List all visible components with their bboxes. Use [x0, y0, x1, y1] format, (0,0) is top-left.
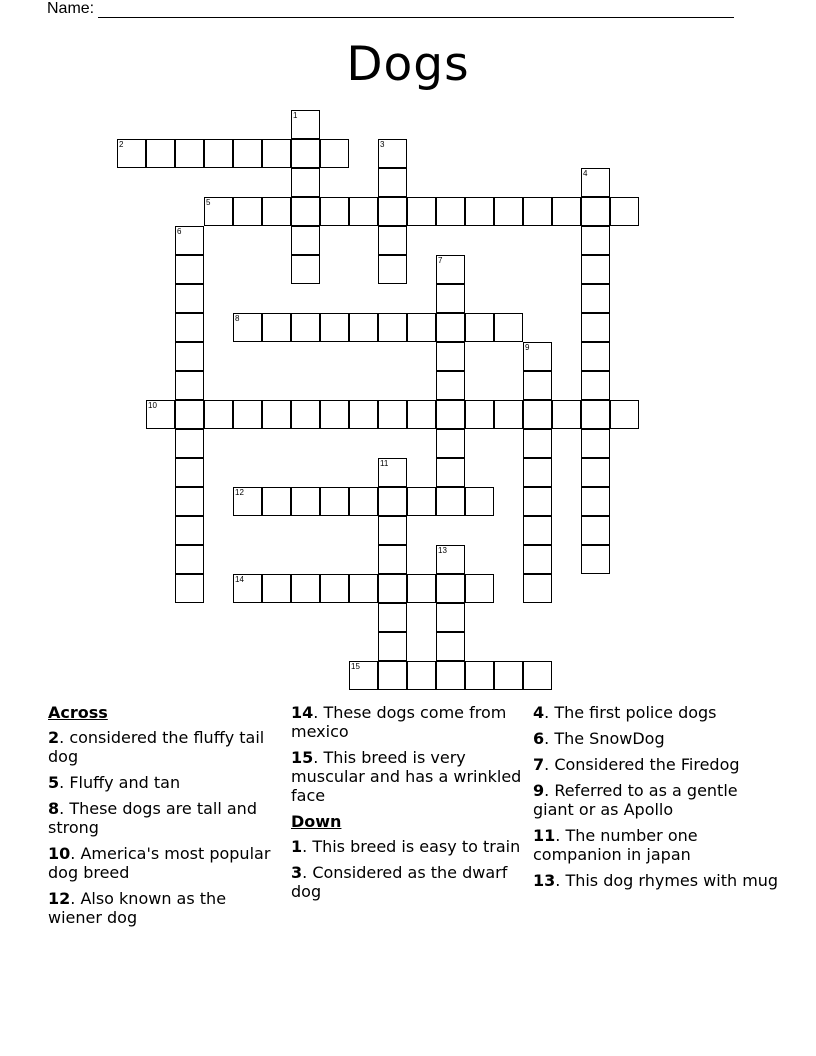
clue-across-10	[48, 844, 280, 882]
grid-cell[interactable]	[436, 400, 465, 429]
grid-cell[interactable]	[291, 226, 320, 255]
grid-cell[interactable]	[610, 197, 639, 226]
grid-cell[interactable]	[262, 139, 291, 168]
grid-cell[interactable]	[291, 139, 320, 168]
clue-number-label: 11	[380, 459, 389, 468]
clue-text: . These dogs come from mexico	[291, 703, 507, 741]
grid-cell[interactable]	[378, 139, 407, 168]
grid-cell[interactable]	[407, 487, 436, 516]
across-heading: Across	[48, 703, 108, 722]
grid-cell[interactable]	[262, 400, 291, 429]
grid-cell[interactable]	[291, 400, 320, 429]
grid-cell[interactable]	[378, 574, 407, 603]
grid-cell[interactable]	[175, 545, 204, 574]
clue-number-label: 10	[148, 401, 157, 410]
grid-cell[interactable]	[175, 516, 204, 545]
clue-down-4	[533, 703, 783, 722]
grid-cell[interactable]	[349, 661, 378, 690]
clue-text: . Referred to as a gentle giant or as Apollo	[533, 781, 738, 819]
clue-across-12	[48, 889, 280, 927]
grid-cell[interactable]	[175, 284, 204, 313]
grid-cell[interactable]	[436, 487, 465, 516]
clue-number-label: 9	[525, 343, 530, 352]
clue-across-8	[48, 799, 280, 837]
grid-cell[interactable]	[407, 400, 436, 429]
clue-across-5	[48, 773, 280, 792]
grid-cell[interactable]	[581, 487, 610, 516]
clue-number: 9	[533, 781, 545, 800]
clue-text: . America's most popular dog breed	[48, 844, 271, 882]
clue-down-11	[533, 826, 783, 864]
grid-cell[interactable]	[291, 574, 320, 603]
clue-text: . Considered the Firedog	[544, 755, 740, 774]
clue-number-label: 15	[351, 662, 360, 671]
down-heading: Down	[291, 812, 342, 831]
grid-cell[interactable]	[552, 197, 581, 226]
grid-cell[interactable]	[436, 545, 465, 574]
clue-number: 12	[48, 889, 71, 908]
grid-cell[interactable]	[204, 400, 233, 429]
grid-cell[interactable]	[494, 313, 523, 342]
grid-cell[interactable]	[581, 284, 610, 313]
clue-across-2	[48, 728, 280, 766]
clue-number: 5	[48, 773, 60, 792]
clue-down-13	[533, 871, 783, 890]
grid-cell[interactable]	[552, 400, 581, 429]
grid-cell[interactable]	[320, 313, 349, 342]
grid-cell[interactable]	[407, 574, 436, 603]
grid-cell[interactable]	[320, 487, 349, 516]
grid-cell[interactable]	[581, 400, 610, 429]
grid-cell[interactable]	[581, 168, 610, 197]
grid-cell[interactable]	[465, 661, 494, 690]
grid-cell[interactable]	[407, 313, 436, 342]
grid-cell[interactable]	[204, 139, 233, 168]
clue-number: 8	[48, 799, 60, 818]
grid-cell[interactable]	[175, 574, 204, 603]
grid-cell[interactable]	[494, 661, 523, 690]
clue-text: . These dogs are tall and strong	[48, 799, 257, 837]
clue-text: . The SnowDog	[544, 729, 665, 748]
grid-cell[interactable]	[291, 197, 320, 226]
clue-text: . The number one companion in japan	[533, 826, 698, 864]
clue-across-15	[291, 748, 523, 805]
grid-cell[interactable]	[378, 516, 407, 545]
grid-cell[interactable]	[233, 197, 262, 226]
grid-cell[interactable]	[378, 545, 407, 574]
clues-column-3	[533, 703, 783, 897]
grid-cell[interactable]	[523, 516, 552, 545]
grid-cell[interactable]	[175, 400, 204, 429]
grid-cell[interactable]	[378, 168, 407, 197]
grid-cell[interactable]	[436, 429, 465, 458]
grid-cell[interactable]	[407, 661, 436, 690]
clue-number: 7	[533, 755, 545, 774]
grid-cell[interactable]	[378, 632, 407, 661]
grid-cell[interactable]	[378, 255, 407, 284]
clue-down-1	[291, 837, 523, 856]
grid-cell[interactable]	[378, 487, 407, 516]
clue-number: 10	[48, 844, 71, 863]
grid-cell[interactable]	[204, 197, 233, 226]
grid-cell[interactable]	[349, 400, 378, 429]
clue-number: 1	[291, 837, 303, 856]
grid-cell[interactable]	[175, 429, 204, 458]
grid-cell[interactable]	[436, 661, 465, 690]
grid-cell[interactable]	[175, 342, 204, 371]
grid-cell[interactable]	[581, 371, 610, 400]
grid-cell[interactable]	[146, 139, 175, 168]
grid-cell[interactable]	[320, 400, 349, 429]
clue-text: . Considered as the dwarf dog	[291, 863, 508, 901]
grid-cell[interactable]	[523, 429, 552, 458]
clue-text: . This dog rhymes with mug	[555, 871, 779, 890]
grid-cell[interactable]	[233, 400, 262, 429]
grid-cell[interactable]	[436, 574, 465, 603]
grid-cell[interactable]	[175, 139, 204, 168]
grid-cell[interactable]	[175, 458, 204, 487]
clues-column-2	[291, 703, 523, 908]
clue-down-3	[291, 863, 523, 901]
grid-cell[interactable]	[175, 226, 204, 255]
grid-cell[interactable]	[581, 516, 610, 545]
grid-cell[interactable]	[175, 487, 204, 516]
grid-cell[interactable]	[465, 197, 494, 226]
grid-cell[interactable]	[378, 313, 407, 342]
clue-number-label: 6	[177, 227, 182, 236]
clue-number-label: 14	[235, 575, 244, 584]
grid-cell[interactable]	[523, 661, 552, 690]
grid-cell[interactable]	[378, 226, 407, 255]
grid-cell[interactable]	[146, 400, 175, 429]
grid-cell[interactable]	[320, 574, 349, 603]
grid-cell[interactable]	[523, 342, 552, 371]
grid-cell[interactable]	[523, 458, 552, 487]
grid-cell[interactable]	[494, 197, 523, 226]
clue-number-label: 8	[235, 314, 240, 323]
clue-number-label: 7	[438, 256, 443, 265]
clue-number: 6	[533, 729, 545, 748]
clue-text: . This breed is easy to train	[302, 837, 521, 856]
grid-cell[interactable]	[378, 400, 407, 429]
grid-cell[interactable]	[436, 342, 465, 371]
grid-cell[interactable]	[581, 197, 610, 226]
clue-down-6	[533, 729, 783, 748]
grid-cell[interactable]	[523, 574, 552, 603]
grid-cell[interactable]	[465, 487, 494, 516]
grid-cell[interactable]	[291, 110, 320, 139]
clue-text: . Also known as the wiener dog	[48, 889, 227, 927]
clue-number-label: 4	[583, 169, 588, 178]
grid-cell[interactable]	[233, 487, 262, 516]
grid-cell[interactable]	[320, 197, 349, 226]
clue-text: . considered the fluffy tail dog	[48, 728, 265, 766]
grid-cell[interactable]	[291, 487, 320, 516]
grid-cell[interactable]	[436, 313, 465, 342]
grid-cell[interactable]	[378, 603, 407, 632]
clue-text: . This breed is very muscular and has a wrinkled face	[291, 748, 522, 805]
grid-cell[interactable]	[610, 400, 639, 429]
grid-cell[interactable]	[465, 400, 494, 429]
clue-number-label: 12	[235, 488, 244, 497]
grid-cell[interactable]	[407, 197, 436, 226]
grid-cell[interactable]	[378, 661, 407, 690]
clue-number: 3	[291, 863, 303, 882]
clue-number: 4	[533, 703, 545, 722]
grid-cell[interactable]	[523, 400, 552, 429]
grid-cell[interactable]	[436, 458, 465, 487]
grid-cell[interactable]	[581, 458, 610, 487]
clue-number: 11	[533, 826, 556, 845]
grid-cell[interactable]	[436, 284, 465, 313]
grid-cell[interactable]	[233, 313, 262, 342]
grid-cell[interactable]	[117, 139, 146, 168]
grid-cell[interactable]	[436, 632, 465, 661]
clue-down-7	[533, 755, 783, 774]
grid-cell[interactable]	[262, 197, 291, 226]
grid-cell[interactable]	[291, 313, 320, 342]
clue-number-label: 2	[119, 140, 124, 149]
clue-number-label: 1	[293, 111, 298, 120]
grid-cell[interactable]	[291, 168, 320, 197]
clue-number-label: 5	[206, 198, 211, 207]
clue-number: 14	[291, 703, 314, 722]
grid-cell[interactable]	[378, 197, 407, 226]
grid-cell[interactable]	[349, 197, 378, 226]
grid-cell[interactable]	[175, 255, 204, 284]
grid-cell[interactable]	[523, 197, 552, 226]
grid-cell[interactable]	[175, 371, 204, 400]
grid-cell[interactable]	[349, 487, 378, 516]
grid-cell[interactable]	[436, 197, 465, 226]
grid-cell[interactable]	[523, 371, 552, 400]
name-label: Name:	[47, 0, 95, 17]
grid-cell[interactable]	[233, 139, 262, 168]
grid-cell[interactable]	[262, 313, 291, 342]
grid-cell[interactable]	[465, 574, 494, 603]
grid-cell[interactable]	[523, 545, 552, 574]
grid-cell[interactable]	[436, 371, 465, 400]
grid-cell[interactable]	[378, 458, 407, 487]
grid-cell[interactable]	[320, 139, 349, 168]
clues-column-1	[48, 703, 280, 934]
clue-number: 2	[48, 728, 60, 747]
grid-cell[interactable]	[233, 574, 262, 603]
grid-cell[interactable]	[175, 313, 204, 342]
grid-cell[interactable]	[494, 400, 523, 429]
grid-cell[interactable]	[581, 545, 610, 574]
clue-down-9	[533, 781, 783, 819]
clue-number-label: 13	[438, 546, 447, 555]
grid-cell[interactable]	[262, 487, 291, 516]
grid-cell[interactable]	[436, 255, 465, 284]
clue-number: 13	[533, 871, 556, 890]
grid-cell[interactable]	[581, 313, 610, 342]
grid-cell[interactable]	[262, 574, 291, 603]
grid-cell[interactable]	[581, 342, 610, 371]
grid-cell[interactable]	[436, 603, 465, 632]
grid-cell[interactable]	[581, 255, 610, 284]
grid-cell[interactable]	[349, 313, 378, 342]
grid-cell[interactable]	[523, 487, 552, 516]
grid-cell[interactable]	[349, 574, 378, 603]
grid-cell[interactable]	[465, 313, 494, 342]
grid-cell[interactable]	[581, 429, 610, 458]
puzzle-title: Dogs	[346, 37, 470, 92]
clue-text: . The first police dogs	[544, 703, 717, 722]
clue-number: 15	[291, 748, 314, 767]
clue-text: . Fluffy and tan	[59, 773, 181, 792]
clue-number-label: 3	[380, 140, 385, 149]
clue-across-14	[291, 703, 523, 741]
grid-cell[interactable]	[581, 226, 610, 255]
grid-cell[interactable]	[291, 255, 320, 284]
